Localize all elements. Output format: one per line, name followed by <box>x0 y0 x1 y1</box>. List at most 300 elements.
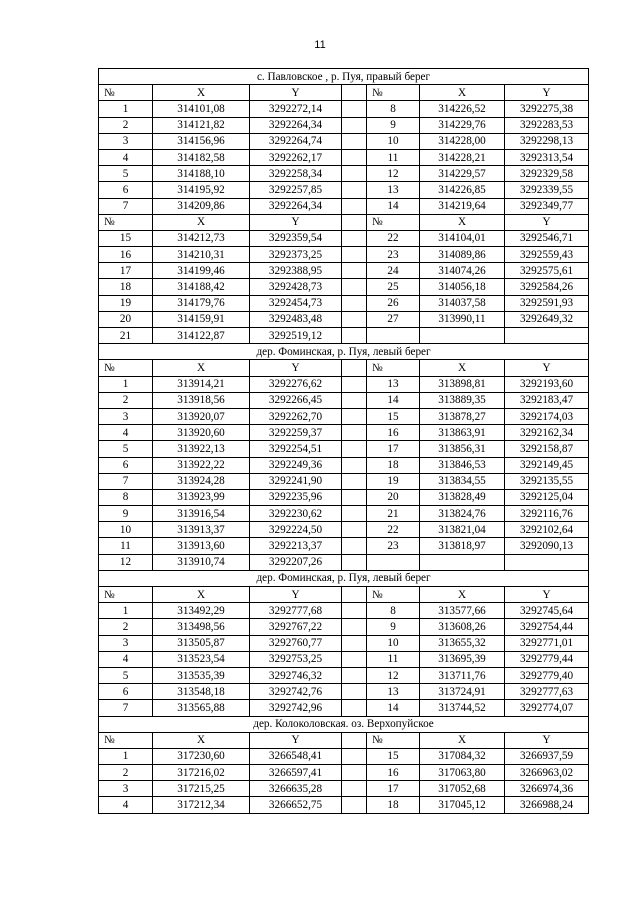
x-coordinate: 314122,87 <box>153 328 250 344</box>
table-row <box>99 603 589 619</box>
gap-cell <box>342 85 367 101</box>
column-header-row <box>99 732 589 748</box>
y-coordinate: 3292272,14 <box>250 101 342 117</box>
x-coordinate: 313818,97 <box>420 538 505 554</box>
point-number: 13 <box>367 684 420 700</box>
gap-cell <box>342 603 367 619</box>
x-coordinate: 313498,56 <box>153 619 250 635</box>
table-row <box>99 101 589 117</box>
x-coordinate: 314159,91 <box>153 311 250 327</box>
point-number: 18 <box>99 279 153 295</box>
point-number: 10 <box>367 133 420 149</box>
point-number: 7 <box>99 700 153 716</box>
table-row <box>99 149 589 165</box>
x-coordinate: 313655,32 <box>420 635 505 651</box>
x-coordinate: 313920,60 <box>153 425 250 441</box>
point-number: 6 <box>99 182 153 198</box>
header-y: Y <box>505 732 589 748</box>
point-number: 11 <box>99 538 153 554</box>
x-coordinate: 313523,54 <box>153 651 250 667</box>
y-coordinate: 3292591,93 <box>505 295 589 311</box>
y-coordinate: 3292266,45 <box>250 392 342 408</box>
y-coordinate: 3292339,55 <box>505 182 589 198</box>
y-coordinate: 3266974,36 <box>505 781 589 797</box>
y-coordinate: 3266652,75 <box>250 797 342 813</box>
y-coordinate: 3292262,17 <box>250 149 342 165</box>
table-row <box>99 619 589 635</box>
point-number <box>367 328 420 344</box>
header-num: № <box>367 214 420 230</box>
y-coordinate: 3292262,70 <box>250 408 342 424</box>
gap-cell <box>342 182 367 198</box>
point-number: 26 <box>367 295 420 311</box>
point-number: 4 <box>99 149 153 165</box>
x-coordinate: 317045,12 <box>420 797 505 813</box>
point-number: 4 <box>99 797 153 813</box>
x-coordinate: 313898,81 <box>420 376 505 392</box>
x-coordinate: 314195,92 <box>153 182 250 198</box>
table-row <box>99 392 589 408</box>
y-coordinate: 3292546,71 <box>505 230 589 246</box>
y-coordinate: 3292754,44 <box>505 619 589 635</box>
point-number: 8 <box>99 489 153 505</box>
point-number: 3 <box>99 133 153 149</box>
point-number: 2 <box>99 117 153 133</box>
point-number: 8 <box>367 603 420 619</box>
x-coordinate: 313834,55 <box>420 473 505 489</box>
x-coordinate: 313913,37 <box>153 522 250 538</box>
point-number: 7 <box>99 198 153 214</box>
x-coordinate: 313535,39 <box>153 667 250 683</box>
y-coordinate <box>505 328 589 344</box>
point-number: 8 <box>367 101 420 117</box>
x-coordinate: 313505,87 <box>153 635 250 651</box>
x-coordinate: 313914,21 <box>153 376 250 392</box>
point-number: 20 <box>367 489 420 505</box>
point-number: 10 <box>99 522 153 538</box>
y-coordinate: 3292259,37 <box>250 425 342 441</box>
y-coordinate: 3292777,63 <box>505 684 589 700</box>
x-coordinate: 314226,85 <box>420 182 505 198</box>
y-coordinate <box>505 554 589 570</box>
header-num: № <box>99 360 153 376</box>
point-number: 18 <box>367 797 420 813</box>
table-row <box>99 247 589 263</box>
point-number: 22 <box>367 230 420 246</box>
gap-cell <box>342 328 367 344</box>
header-x: X <box>420 587 505 603</box>
gap-cell <box>342 781 367 797</box>
y-coordinate: 3292313,54 <box>505 149 589 165</box>
point-number: 15 <box>367 408 420 424</box>
gap-cell <box>342 230 367 246</box>
y-coordinate: 3292102,64 <box>505 522 589 538</box>
y-coordinate: 3292193,60 <box>505 376 589 392</box>
gap-cell <box>342 473 367 489</box>
header-num: № <box>99 587 153 603</box>
x-coordinate: 314188,10 <box>153 166 250 182</box>
section-title-row <box>99 570 589 586</box>
table-row <box>99 230 589 246</box>
y-coordinate: 3292745,64 <box>505 603 589 619</box>
x-coordinate: 313922,22 <box>153 457 250 473</box>
point-number: 9 <box>367 117 420 133</box>
table-row <box>99 441 589 457</box>
x-coordinate: 314228,00 <box>420 133 505 149</box>
point-number: 14 <box>367 198 420 214</box>
x-coordinate: 313922,13 <box>153 441 250 457</box>
y-coordinate: 3292349,77 <box>505 198 589 214</box>
table-row <box>99 651 589 667</box>
gap-cell <box>342 214 367 230</box>
gap-cell <box>342 667 367 683</box>
x-coordinate: 314156,96 <box>153 133 250 149</box>
header-x: X <box>420 214 505 230</box>
header-num: № <box>367 587 420 603</box>
point-number: 15 <box>367 748 420 764</box>
gap-cell <box>342 295 367 311</box>
gap-cell <box>342 149 367 165</box>
header-y: Y <box>505 587 589 603</box>
header-y: Y <box>250 360 342 376</box>
point-number: 4 <box>99 425 153 441</box>
gap-cell <box>342 392 367 408</box>
y-coordinate: 3292771,01 <box>505 635 589 651</box>
y-coordinate: 3292158,87 <box>505 441 589 457</box>
y-coordinate: 3292779,40 <box>505 667 589 683</box>
x-coordinate: 313856,31 <box>420 441 505 457</box>
point-number: 1 <box>99 603 153 619</box>
x-coordinate: 314188,42 <box>153 279 250 295</box>
table-row <box>99 295 589 311</box>
point-number: 9 <box>367 619 420 635</box>
point-number: 3 <box>99 635 153 651</box>
x-coordinate: 314209,86 <box>153 198 250 214</box>
gap-cell <box>342 684 367 700</box>
table-row <box>99 473 589 489</box>
table-row <box>99 667 589 683</box>
x-coordinate: 313577,66 <box>420 603 505 619</box>
table-row <box>99 457 589 473</box>
x-coordinate: 313990,11 <box>420 311 505 327</box>
table-row <box>99 489 589 505</box>
x-coordinate: 313918,56 <box>153 392 250 408</box>
y-coordinate: 3292767,22 <box>250 619 342 635</box>
gap-cell <box>342 360 367 376</box>
point-number: 2 <box>99 619 153 635</box>
y-coordinate: 3292241,90 <box>250 473 342 489</box>
point-number: 17 <box>367 781 420 797</box>
point-number: 19 <box>99 295 153 311</box>
header-x: X <box>153 214 250 230</box>
y-coordinate: 3292388,95 <box>250 263 342 279</box>
gap-cell <box>342 408 367 424</box>
table-row <box>99 522 589 538</box>
x-coordinate: 313889,35 <box>420 392 505 408</box>
gap-cell <box>342 797 367 813</box>
point-number: 13 <box>367 376 420 392</box>
gap-cell <box>342 247 367 263</box>
y-coordinate: 3292230,62 <box>250 506 342 522</box>
point-number: 27 <box>367 311 420 327</box>
header-y: Y <box>250 587 342 603</box>
header-x: X <box>153 85 250 101</box>
y-coordinate: 3266597,41 <box>250 765 342 781</box>
x-coordinate: 313724,91 <box>420 684 505 700</box>
header-y: Y <box>505 214 589 230</box>
x-coordinate: 314182,58 <box>153 149 250 165</box>
y-coordinate: 3292742,96 <box>250 700 342 716</box>
x-coordinate: 317084,32 <box>420 748 505 764</box>
section-title: дер. Колоколовская. оз. Верхопуйское <box>99 716 589 732</box>
x-coordinate: 314212,73 <box>153 230 250 246</box>
x-coordinate: 313924,28 <box>153 473 250 489</box>
table-row <box>99 198 589 214</box>
point-number: 21 <box>99 328 153 344</box>
table-row <box>99 117 589 133</box>
gap-cell <box>342 700 367 716</box>
header-x: X <box>153 732 250 748</box>
point-number: 3 <box>99 408 153 424</box>
header-x: X <box>153 360 250 376</box>
x-coordinate: 314179,76 <box>153 295 250 311</box>
x-coordinate: 313920,07 <box>153 408 250 424</box>
point-number: 6 <box>99 457 153 473</box>
y-coordinate: 3292149,45 <box>505 457 589 473</box>
table-row <box>99 376 589 392</box>
table-row <box>99 263 589 279</box>
point-number: 3 <box>99 781 153 797</box>
y-coordinate: 3292254,51 <box>250 441 342 457</box>
y-coordinate: 3292264,74 <box>250 133 342 149</box>
table-row <box>99 781 589 797</box>
point-number: 16 <box>367 425 420 441</box>
gap-cell <box>342 538 367 554</box>
point-number: 1 <box>99 101 153 117</box>
y-coordinate: 3292207,26 <box>250 554 342 570</box>
point-number: 12 <box>367 166 420 182</box>
header-num: № <box>367 85 420 101</box>
y-coordinate: 3292224,50 <box>250 522 342 538</box>
y-coordinate: 3292249,36 <box>250 457 342 473</box>
point-number: 23 <box>367 538 420 554</box>
header-num: № <box>367 360 420 376</box>
point-number: 2 <box>99 392 153 408</box>
table-row <box>99 506 589 522</box>
x-coordinate: 313846,53 <box>420 457 505 473</box>
x-coordinate: 314101,08 <box>153 101 250 117</box>
table-row <box>99 328 589 344</box>
table-row <box>99 133 589 149</box>
y-coordinate: 3266963,02 <box>505 765 589 781</box>
y-coordinate: 3292213,37 <box>250 538 342 554</box>
page-number: 11 <box>314 39 326 51</box>
x-coordinate: 317212,34 <box>153 797 250 813</box>
x-coordinate: 314121,82 <box>153 117 250 133</box>
x-coordinate: 314210,31 <box>153 247 250 263</box>
y-coordinate: 3292575,61 <box>505 263 589 279</box>
y-coordinate: 3292174,03 <box>505 408 589 424</box>
point-number: 15 <box>99 230 153 246</box>
y-coordinate: 3292359,54 <box>250 230 342 246</box>
table-row <box>99 311 589 327</box>
table-row <box>99 538 589 554</box>
y-coordinate: 3292258,34 <box>250 166 342 182</box>
gap-cell <box>342 522 367 538</box>
point-number: 18 <box>367 457 420 473</box>
gap-cell <box>342 279 367 295</box>
column-header-row <box>99 214 589 230</box>
section-title: с. Павловское , р. Пуя, правый берег <box>99 69 589 85</box>
point-number: 17 <box>99 263 153 279</box>
header-num: № <box>367 732 420 748</box>
table-row <box>99 748 589 764</box>
gap-cell <box>342 765 367 781</box>
header-num: № <box>99 732 153 748</box>
point-number: 16 <box>99 247 153 263</box>
point-number: 23 <box>367 247 420 263</box>
x-coordinate: 313565,88 <box>153 700 250 716</box>
y-coordinate: 3292235,96 <box>250 489 342 505</box>
y-coordinate: 3292373,25 <box>250 247 342 263</box>
gap-cell <box>342 376 367 392</box>
y-coordinate: 3292753,25 <box>250 651 342 667</box>
y-coordinate: 3292777,68 <box>250 603 342 619</box>
point-number: 20 <box>99 311 153 327</box>
x-coordinate: 317215,25 <box>153 781 250 797</box>
column-header-row <box>99 587 589 603</box>
table-row <box>99 635 589 651</box>
x-coordinate <box>420 554 505 570</box>
x-coordinate: 314229,76 <box>420 117 505 133</box>
y-coordinate: 3292483,48 <box>250 311 342 327</box>
y-coordinate: 3292329,58 <box>505 166 589 182</box>
point-number <box>367 554 420 570</box>
y-coordinate: 3292559,43 <box>505 247 589 263</box>
point-number: 16 <box>367 765 420 781</box>
point-number: 7 <box>99 473 153 489</box>
x-coordinate: 313695,39 <box>420 651 505 667</box>
table-row <box>99 182 589 198</box>
y-coordinate: 3266635,28 <box>250 781 342 797</box>
y-coordinate: 3292298,13 <box>505 133 589 149</box>
x-coordinate: 313878,27 <box>420 408 505 424</box>
point-number: 2 <box>99 765 153 781</box>
y-coordinate: 3292183,47 <box>505 392 589 408</box>
gap-cell <box>342 635 367 651</box>
table-row <box>99 279 589 295</box>
header-y: Y <box>505 360 589 376</box>
column-header-row <box>99 85 589 101</box>
section-title-row <box>99 716 589 732</box>
point-number: 24 <box>367 263 420 279</box>
gap-cell <box>342 748 367 764</box>
x-coordinate: 314219,64 <box>420 198 505 214</box>
point-number: 25 <box>367 279 420 295</box>
point-number: 1 <box>99 748 153 764</box>
column-header-row <box>99 360 589 376</box>
y-coordinate: 3292774,07 <box>505 700 589 716</box>
y-coordinate: 3266548,41 <box>250 748 342 764</box>
section-title-row <box>99 344 589 360</box>
point-number: 17 <box>367 441 420 457</box>
header-y: Y <box>250 214 342 230</box>
y-coordinate: 3292264,34 <box>250 198 342 214</box>
point-number: 12 <box>99 554 153 570</box>
point-number: 5 <box>99 166 153 182</box>
x-coordinate: 313548,18 <box>153 684 250 700</box>
y-coordinate: 3292264,34 <box>250 117 342 133</box>
gap-cell <box>342 166 367 182</box>
gap-cell <box>342 651 367 667</box>
gap-cell <box>342 506 367 522</box>
gap-cell <box>342 489 367 505</box>
header-y: Y <box>250 85 342 101</box>
x-coordinate: 313824,76 <box>420 506 505 522</box>
x-coordinate: 314056,18 <box>420 279 505 295</box>
y-coordinate: 3292090,13 <box>505 538 589 554</box>
x-coordinate: 313910,74 <box>153 554 250 570</box>
x-coordinate: 317063,80 <box>420 765 505 781</box>
x-coordinate: 314226,52 <box>420 101 505 117</box>
y-coordinate: 3292276,62 <box>250 376 342 392</box>
y-coordinate: 3266937,59 <box>505 748 589 764</box>
point-number: 11 <box>367 149 420 165</box>
point-number: 10 <box>367 635 420 651</box>
x-coordinate: 314089,86 <box>420 247 505 263</box>
coordinates-table <box>98 68 589 814</box>
gap-cell <box>342 732 367 748</box>
y-coordinate: 3292584,26 <box>505 279 589 295</box>
x-coordinate: 314074,26 <box>420 263 505 279</box>
gap-cell <box>342 587 367 603</box>
gap-cell <box>342 117 367 133</box>
point-number: 9 <box>99 506 153 522</box>
x-coordinate: 313863,91 <box>420 425 505 441</box>
y-coordinate: 3292162,34 <box>505 425 589 441</box>
x-coordinate: 317216,02 <box>153 765 250 781</box>
x-coordinate: 313821,04 <box>420 522 505 538</box>
table-row <box>99 554 589 570</box>
x-coordinate: 314037,58 <box>420 295 505 311</box>
point-number: 14 <box>367 700 420 716</box>
header-x: X <box>153 587 250 603</box>
y-coordinate: 3292746,32 <box>250 667 342 683</box>
header-y: Y <box>250 732 342 748</box>
table-row <box>99 408 589 424</box>
gap-cell <box>342 554 367 570</box>
point-number: 19 <box>367 473 420 489</box>
x-coordinate: 313711,76 <box>420 667 505 683</box>
point-number: 4 <box>99 651 153 667</box>
x-coordinate: 314104,01 <box>420 230 505 246</box>
table-row <box>99 166 589 182</box>
x-coordinate: 313923,99 <box>153 489 250 505</box>
y-coordinate: 3292779,44 <box>505 651 589 667</box>
header-x: X <box>420 85 505 101</box>
table-row <box>99 684 589 700</box>
y-coordinate: 3292116,76 <box>505 506 589 522</box>
section-title: дер. Фоминская, р. Пуя, левый берег <box>99 570 589 586</box>
header-x: X <box>420 732 505 748</box>
y-coordinate: 3292283,53 <box>505 117 589 133</box>
y-coordinate: 3292428,73 <box>250 279 342 295</box>
point-number: 11 <box>367 651 420 667</box>
header-num: № <box>99 214 153 230</box>
gap-cell <box>342 311 367 327</box>
table-row <box>99 797 589 813</box>
point-number: 13 <box>367 182 420 198</box>
